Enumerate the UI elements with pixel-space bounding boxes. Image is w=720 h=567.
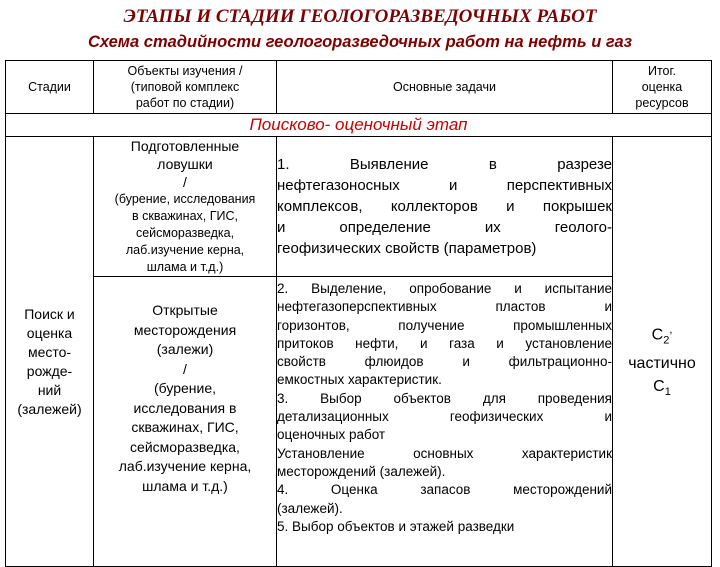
stage-name-line: оценка [26, 324, 73, 341]
objects-line: месторождения [133, 321, 237, 338]
objects-line: скважинах, ГИС, [131, 419, 239, 435]
task-line: 2. Выделение, опробование и испытание [277, 281, 612, 296]
objects-cell-top [94, 137, 277, 277]
objects-line: сейсморазведка, [130, 438, 240, 455]
task-line: и определение их геолого- [277, 219, 612, 236]
table-row [6, 277, 712, 567]
task-line: комплексов, коллекторов и покрышек [277, 198, 612, 215]
task-line: 5. Выбор объектов и этажей разведки [277, 518, 515, 534]
header-tasks: Основные задачи [277, 61, 613, 114]
task-line: (залежей). [277, 500, 343, 516]
objects-line: Подготовленные [130, 138, 240, 154]
task-line: геофизических свойств (параметров) [277, 240, 537, 257]
stages-table [5, 60, 712, 567]
objects-line: ловушки [157, 156, 213, 172]
objects-line: шлама и т.д.) [142, 477, 228, 494]
task-cell-2 [277, 277, 613, 567]
task-line: месторождений (залежей). [277, 463, 446, 479]
subtitle: Схема стадийности геологоразведочных работ на нефть и газ [87, 33, 633, 51]
table-row [6, 137, 712, 277]
stage-name-line: (залежей) [17, 400, 82, 417]
result-c2-sub: 2 [663, 334, 670, 347]
objects-line: Открытые [152, 302, 218, 318]
objects-line: лаб.изучение керна, [125, 243, 245, 257]
task-line: Установление основных характеристик [277, 445, 612, 461]
result-c1-sub: 1 [664, 386, 671, 399]
header-objects-line: работ по стадии) [135, 96, 235, 110]
stage-banner-row [6, 114, 712, 137]
header-result [613, 61, 712, 114]
stage-name-line: Поиск и [24, 305, 75, 322]
result-c1-letter: C [653, 378, 665, 396]
stage-name-cell [6, 137, 94, 567]
objects-line: (бурение, исследования [114, 192, 256, 206]
header-result-line: Итог. [647, 64, 677, 78]
task-line: горизонтов, получение промышленных [277, 317, 612, 333]
header-objects-line: Объекты изучения / [127, 64, 243, 78]
header-objects [94, 61, 277, 114]
task-line: оценочных работ [277, 427, 386, 443]
table-header-row [6, 61, 712, 114]
stage-name-line: место- [27, 343, 72, 360]
objects-bottom-block [94, 301, 276, 496]
task-line: притоков нефти, и газа и установление [277, 335, 612, 351]
task-line: детализационных геофизических и [277, 409, 612, 425]
task-line: нефтегазоносных и перспективных [277, 177, 612, 194]
objects-line: (бурение, [153, 380, 216, 396]
stage-banner: Поисково- оценочный этап [6, 114, 712, 137]
result-c1 [613, 375, 711, 404]
objects-cell-bottom [94, 277, 277, 567]
task-line: 4. Оценка запасов месторождений [277, 482, 612, 498]
task-line: нефтегазоперспективных пластов и [277, 299, 612, 315]
task-cell-1 [277, 137, 613, 277]
result-c2 [613, 319, 711, 353]
stage-name-line: ний [37, 381, 62, 398]
objects-line: лаб.изучение керна, [118, 458, 252, 474]
stage-name-line: рожде- [26, 362, 73, 379]
result-partial: частично [628, 355, 696, 373]
task-line: 3. Выбор объектов для проведения [277, 390, 612, 406]
objects-line: в скважинах, ГИС, [132, 209, 238, 223]
header-objects-line: (типовой комплекс [130, 80, 240, 94]
main-title: ЭТАПЫ И СТАДИИ ГЕОЛОГОРАЗВЕДОЧНЫХ РАБОТ [123, 6, 597, 27]
objects-line: исследования в [133, 399, 237, 416]
result-c2-comma: , [669, 323, 673, 336]
result-cell [613, 137, 712, 567]
task-line: 1. Выявление в разрезе [277, 156, 612, 173]
objects-line: шлама и т.д.) [146, 260, 224, 274]
header-stages: Стадии [6, 61, 94, 114]
header-result-line: ресурсов [635, 96, 689, 110]
objects-line: сейсморазведка, [135, 226, 235, 240]
objects-line: / [183, 360, 187, 377]
task-line: свойств флюидов и фильтрационно- [277, 354, 612, 370]
result-c2-letter: C [651, 325, 664, 343]
objects-line: (залежи) [156, 341, 214, 357]
header-result-line: оценка [641, 80, 683, 94]
objects-line: / [183, 174, 187, 190]
task-line: емкостных характеристик. [277, 372, 442, 388]
